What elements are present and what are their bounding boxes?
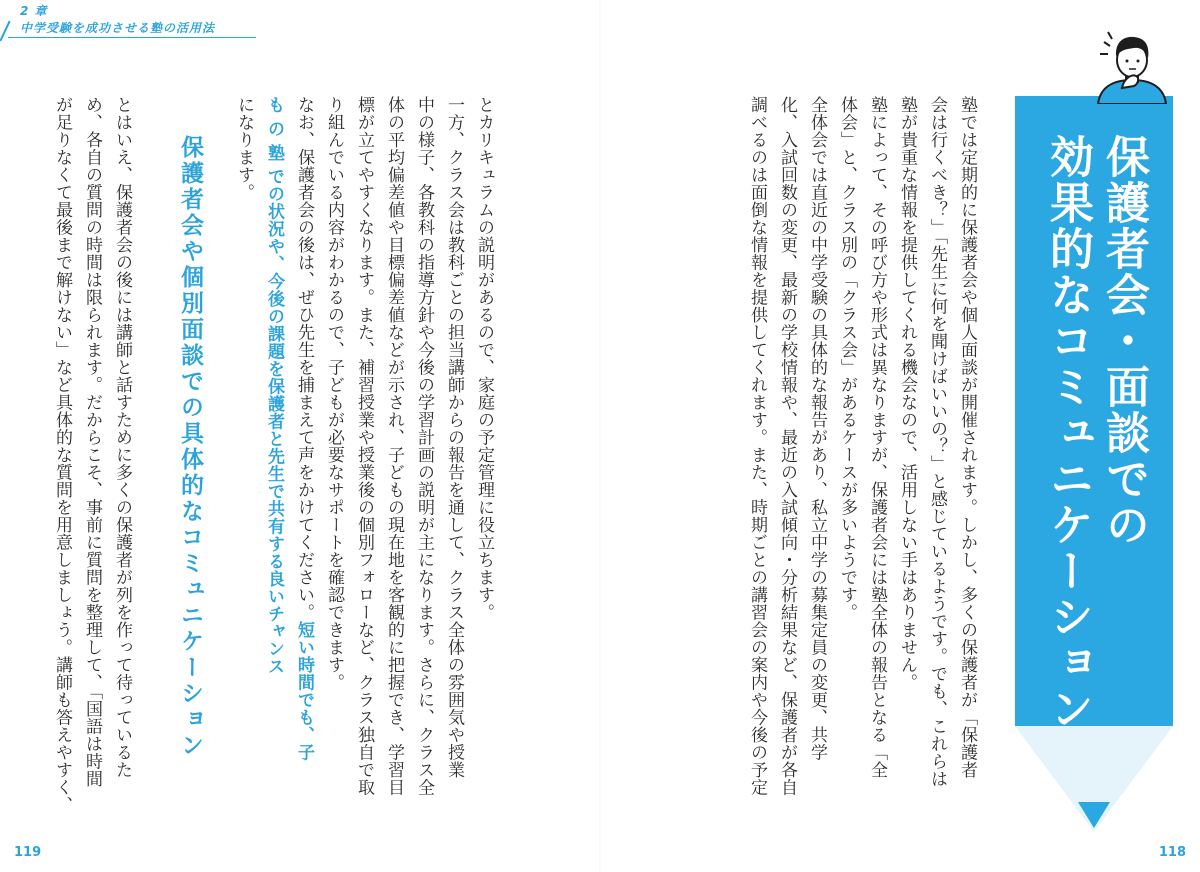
body-column: 塾では定期的に保護者会や個人面談が開催されます。しかし、多くの保護者が「保護者 <box>957 96 977 779</box>
body-column: 化、入試回数の変更、最新の学校情報や、最近の入試傾向・分析結果など、保護者が各自 <box>777 96 797 796</box>
body-column: 塾が貴重な情報を提供してくれる機会なので、活用しない手はありません。 <box>897 96 917 691</box>
section-heading: 保護者会や個別面談での具体的なコミュニケーション <box>177 135 203 759</box>
body-column: 一方、クラス会は教科ごとの担当講師からの報告を通して、クラス全体の雰囲気や授業 <box>444 96 464 779</box>
chapter-title: 中学受験を成功させる塾の活用法 <box>20 21 216 35</box>
page-number-left: 119 <box>14 845 42 860</box>
chapter-label: 2 章 <box>20 4 48 18</box>
highlight-column: も の 塾 での状況や、今後の課題を保護者と先生で共有する良いチャンス <box>264 96 284 676</box>
body-column: になります。 <box>234 96 254 201</box>
running-head-slash <box>0 21 11 42</box>
body-column: 体の平均偏差値や目標偏差値などが示され、子どもの現在地を客観的に把握でき、学習目 <box>384 96 404 796</box>
banner-title-line-1: 保護者会・面談での <box>1098 134 1149 548</box>
highlight-text: 短い時間でも、子 <box>294 621 314 761</box>
body-column: め、各自の質問の時間は限られます。だからこそ、事前に質問を整理して、「国語は時間 <box>82 96 102 788</box>
banner-title-line-2: 効果的なコミュニケーション <box>1042 134 1093 732</box>
body-column: が足りなくて最後まで解けない」など具体的な質問を用意しましょう。講師も答えやすく、 <box>52 96 72 814</box>
body-column: 体会」と、クラス別の「クラス会」があるケースが多いようです。 <box>837 96 857 621</box>
body-column: 会は行くべき？」「先生に何を聞けばいいの？」と感じているようです。でも、これらは <box>927 96 947 788</box>
body-column: 塾によって、その呼び方や形式は異なりますが、保護者会には塾全体の報告となる「全 <box>867 96 887 779</box>
body-text: なお、保護者会の後は、ぜひ先生を捕まえて声をかけてください。 <box>294 96 314 621</box>
body-column: 調べるのは面倒な情報を提供してくれます。また、時期ごとの講習会の案内や今後の予定 <box>747 96 767 796</box>
right-page <box>600 0 1200 872</box>
thinking-parent-icon <box>1090 28 1174 104</box>
body-column: り組んでいる内容がわかるので、子どもが必要なサポートを確認できます。 <box>324 96 344 691</box>
page-number-right: 118 <box>1158 845 1186 860</box>
body-column: 全体会では直近の中学受験の具体的な報告があり、私立中学の募集定員の変更、共学 <box>807 96 827 761</box>
banner-pencil-point <box>1078 802 1110 828</box>
body-column-with-highlight <box>295 96 312 761</box>
banner-band <box>1015 96 1173 726</box>
body-column: とはいえ、保護者会の後には講師と話すために多くの保護者が列を作って待っているた <box>112 96 132 779</box>
title-banner <box>1015 96 1173 736</box>
running-head-rule <box>8 37 256 38</box>
body-column: 中の様子、各教科の指導方針や今後の学習計画の説明が主になります。さらに、クラス全 <box>414 96 434 796</box>
body-column: とカリキュラムの説明があるので、家庭の予定管理に役立ちます。 <box>474 96 494 621</box>
body-column: 標が立てやすくなります。また、補習授業や授業後の個別フォローなど、クラス独自で取 <box>354 96 374 796</box>
